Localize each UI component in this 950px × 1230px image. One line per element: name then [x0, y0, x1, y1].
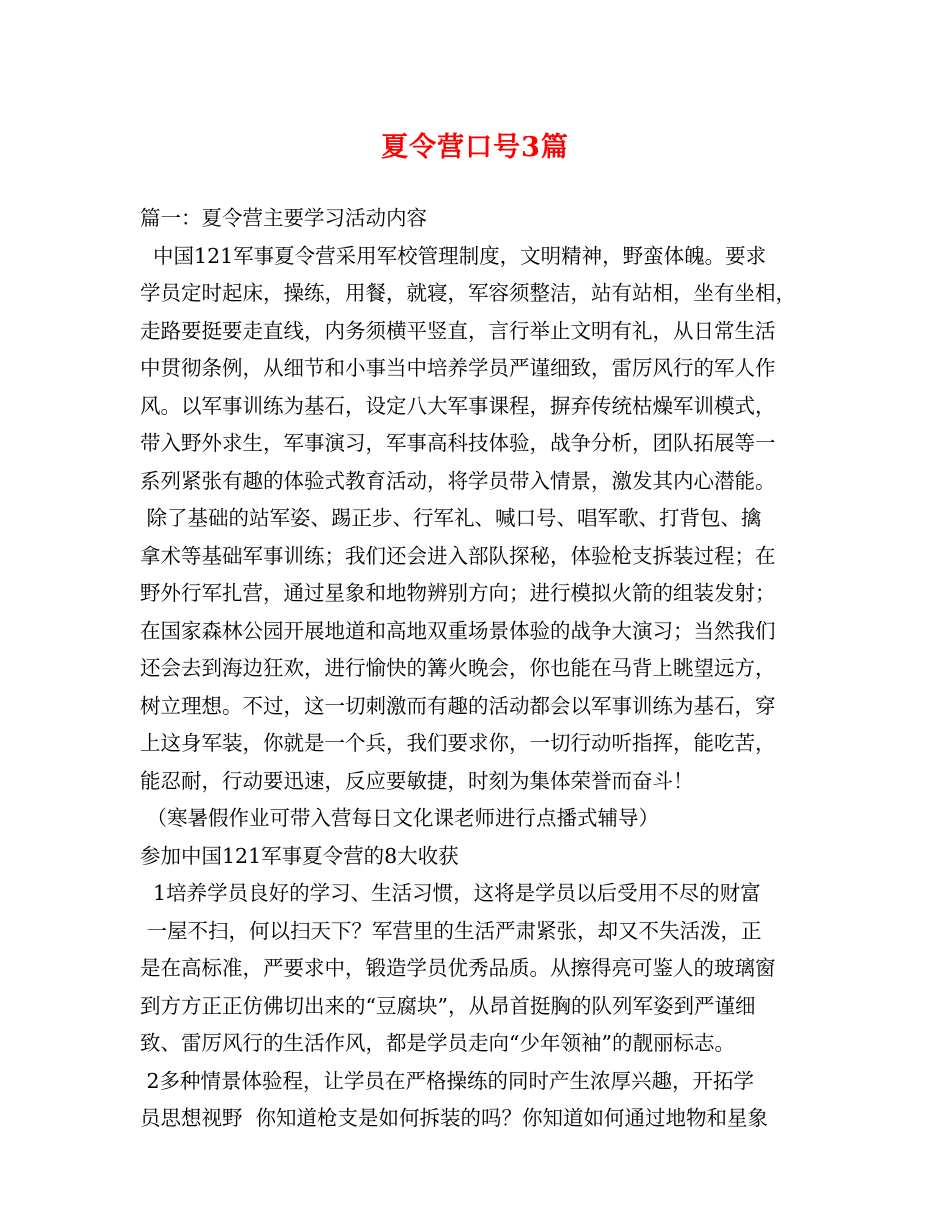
text-line: 能忍耐，行动要迅速，反应要敏捷，时刻为集体荣誉而奋斗！	[140, 768, 694, 793]
text-line: 走路要挺要走直线，内务须横平竖直，言行举止文明有礼，从日常生活	[140, 318, 776, 343]
text-line: 中国121军事夏令营采用军校管理制度，文明精神，野蛮体魄。要求	[140, 243, 767, 268]
text-line: 带入野外求生，军事演习，军事高科技体验，战争分析，团队拓展等一	[140, 431, 776, 455]
text-line: 学员定时起床，操练，用餐，就寝，军容须整洁，站有站相，坐有坐相，	[140, 281, 796, 305]
text-line: 员思想视野 你知道枪支是如何拆装的吗？你知道如何通过地物和星象	[140, 1106, 769, 1130]
text-line: 除了基础的站军姿、踢正步、行军礼、喊口号、唱军歌、打背包、擒	[140, 506, 762, 530]
text-line: 参加中国121军事夏令营的8大收获	[140, 843, 459, 868]
text-line: 还会去到海边狂欢，进行愉快的篝火晚会，你也能在马背上眺望远方，	[140, 656, 776, 680]
document-title: 夏令营口号3篇	[381, 132, 569, 163]
text-line: （寒暑假作业可带入营每日文化课老师进行点播式辅导）	[140, 806, 660, 830]
text-line: 拿术等基础军事训练；我们还会进入部队探秘，体验枪支拆装过程；在	[140, 543, 776, 568]
text-line: 篇一：夏令营主要学习活动内容	[140, 206, 427, 230]
text-line: 树立理想。不过，这一切刺激而有趣的活动都会以军事训练为基石，穿	[140, 693, 776, 718]
text-line: 一屋不扫，何以扫天下？军营里的生活严肃紧张，却又不失活泼，正	[140, 918, 762, 943]
document-body	[140, 200, 820, 1138]
text-line: 1培养学员良好的学习、生活习惯，这将是学员以后受用不尽的财富	[140, 881, 761, 905]
text-line: 致、雷厉风行的生活作风，都是学员走向“少年领袖”的靓丽标志。	[140, 1031, 735, 1055]
text-line: 风。以军事训练为基石，设定八大军事课程，摒弃传统枯燥军训模式，	[140, 393, 776, 418]
text-line: 2多种情景体验程，让学员在严格操练的同时产生浓厚兴趣，开拓学	[140, 1068, 755, 1093]
text-line: 上这身军装，你就是一个兵，我们要求你，一切行动听指挥，能吃苦，	[140, 731, 776, 755]
text-line: 系列紧张有趣的体验式教育活动，将学员带入情景，激发其内心潜能。	[140, 468, 776, 493]
text-line: 到方方正正仿佛切出来的“豆腐块”，从昂首挺胸的队列军姿到严谨细	[140, 993, 756, 1018]
text-line: 是在高标准，严要求中，锻造学员优秀品质。从擦得亮可鉴人的玻璃窗	[140, 956, 776, 980]
text-line: 中贯彻条例，从细节和小事当中培养学员严谨细致，雷厉风行的军人作	[140, 356, 776, 380]
text-line: 在国家森林公园开展地道和高地双重场景体验的战争大演习；当然我们	[140, 618, 776, 643]
text-line: 野外行军扎营，通过星象和地物辨别方向；进行模拟火箭的组装发射；	[140, 581, 776, 605]
